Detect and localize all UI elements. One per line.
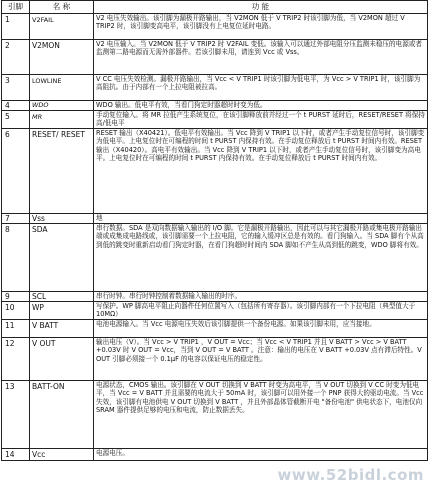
pin-function: 写保护。WP 脚高电平阻止向器件任何位置写入（包括所有寄存器）。该引脚内部有一个下拉电阻（典型值大于 10MΩ） [94,302,428,320]
pin-function: V2 电压输入。当 V2MON 低于 V TRIP2 时 V2FAIL 变低。该输入可以通过外部电阻分压监测未稳压的电源或者监测第二路电源而无需外部器件。若该引脚未用，请连到 Vcc 或 Vss。 [94,40,428,75]
pin-function: 电池电源输入。当 Vcc 电源电压失效后该引脚提供一个备份电源。如果该引脚未用，应当接地。 [94,320,428,338]
pin-number: 2 [2,40,30,75]
table-row [2,14,428,40]
table-row [2,75,428,101]
pin-function: 电源电压。 [94,449,428,461]
table-row [2,320,428,338]
pin-name: V BATT [30,320,94,338]
table-row [2,111,428,129]
pin-name: SDA [30,224,94,292]
pin-function: 串行时钟。串行时钟控制着数据输入输出的时序。 [94,292,428,302]
table-row [2,101,428,111]
table-row [2,381,428,449]
pin-function: RESET 输出（X40421）。低电平有效输出。当 Vcc 降到 V TRIP1 以下时，或者产生手动复位信号时，该引脚变为低电平。上电复位时在可编程的时间 t PURST 内保持有效。在手动复位释放后 t PURST 时间内有效。RESET 输出（X40420）。高电平有效输出。当 Vcc 降到 V TRIP1 以下时，或者产生手动复位信号时，该引脚变为高电平。上电复位时在可编程的时间 t PURST 内保持有效。在手动复位释放后 t PURST 时间内有效。 [94,129,428,214]
table-row [2,129,428,214]
pin-name: MR [30,111,94,129]
pin-function: V2 电压失效输出。该引脚为漏极开路输出，当 V2MON 低于 V TRIP2 时该引脚为低，当 V2MON 超过 V TRIP2 时，该引脚变高电平，该引脚没有上电复位延时电路。 [94,14,428,40]
table-row [2,292,428,302]
pin-number: 3 [2,75,30,101]
table-row [2,224,428,292]
pin-number: 8 [2,224,30,292]
pin-function: 输出电压（V）。当 Vcc > V TRIP1 ，V OUT = Vcc；当 Vcc < V TRIP1 并且 V BATT > Vcc > V BATT +0.03V 时 V OUT = Vcc，当到 V OUT = V BATT 。注意：输出的电压在 V BATT +0.03V 点有滞后特性。V OUT 引脚必须接一个 0.1μF 的电容以保证电压的稳定性。 [94,338,428,381]
pin-name: RESET/ RESET [30,129,94,214]
pin-number: 5 [2,111,30,129]
pin-number: 12 [2,338,30,381]
pin-function: 电源状态，CMOS 输出。该引脚在 V OUT 切换到 V BATT 时变为高电平，当 V OUT 切换到 V CC 时变为低电平，当 Vcc = V BATT 并且需要的电流大于 50mA 时，该引脚可以用外接一个 PNP 获得大的驱动电流。当 Vcc 失效，该引脚有电池供电 V OUT 切换到 V BATT ，并且外部晶体管截断开电 "备份电池" 供电状态下，电池仅向 SRAM 器件提供足够的电压和电流，防止数据丢失。 [94,381,428,449]
pin-function-table [1,0,428,461]
pin-name: WDO [30,101,94,111]
pin-name: V OUT [30,338,94,381]
header-name: 名 称 [30,1,94,14]
pin-number: 10 [2,302,30,320]
watermark: www.52bidl.com [277,466,424,484]
pin-function: 手动复位输入。将 MR 拉低产生系统复位，在该引脚释放前并经过一个 t PURST 延时后，RESET/RESET 将保持高/低电平 [94,111,428,129]
pin-name: V2FAIL [30,14,94,40]
pin-name: Vss [30,214,94,224]
pin-name: BATT-ON [30,381,94,449]
pin-name: WP [30,302,94,320]
pin-name: Vcc [30,449,94,461]
pin-number: 6 [2,129,30,214]
pin-function: 串行数据。SDA 是双向数据输入输出的 I/O 脚。它是漏极开路输出，因此可以与其它漏极开路或集电极开路输出端或成集成电路线或，该引脚需要一个上拉电阻，它的输入缓冲区总是有效的。看门狗输入。当 SDA 脚有个从高到低的跳变时重新启动看门狗定时器，在看门狗超时时间内 SDA 脚如不产生从高到低的跳变，WDO 脚将有效。 [94,224,428,292]
pin-name: SCL [30,292,94,302]
table-row [2,302,428,320]
table-row [2,338,428,381]
table-row [2,40,428,75]
pin-number: 14 [2,449,30,461]
pin-number: 4 [2,101,30,111]
header-function: 功 能 [94,1,428,14]
pin-function: WDO 输出。低电平有效，当看门狗定时器超时时变为低。 [94,101,428,111]
table-row [2,214,428,224]
pin-number: 7 [2,214,30,224]
pin-name: LOWLINE [30,75,94,101]
pin-function: 地 [94,214,428,224]
header-pin: 引脚 [2,1,30,14]
pin-name: V2MON [30,40,94,75]
pin-number: 9 [2,292,30,302]
pin-number: 1 [2,14,30,40]
table-row [2,449,428,461]
table-header-row [2,1,428,14]
pin-number: 11 [2,320,30,338]
pin-number: 13 [2,381,30,449]
pin-function: V CC 电压失效检测。漏极开路输出，当 Vcc < V TRIP1 时该引脚为低电平，为 Vcc > V TRIP1 时，该引脚为高阻抗。由于内部有一个上拉电阻被拉高。 [94,75,428,101]
